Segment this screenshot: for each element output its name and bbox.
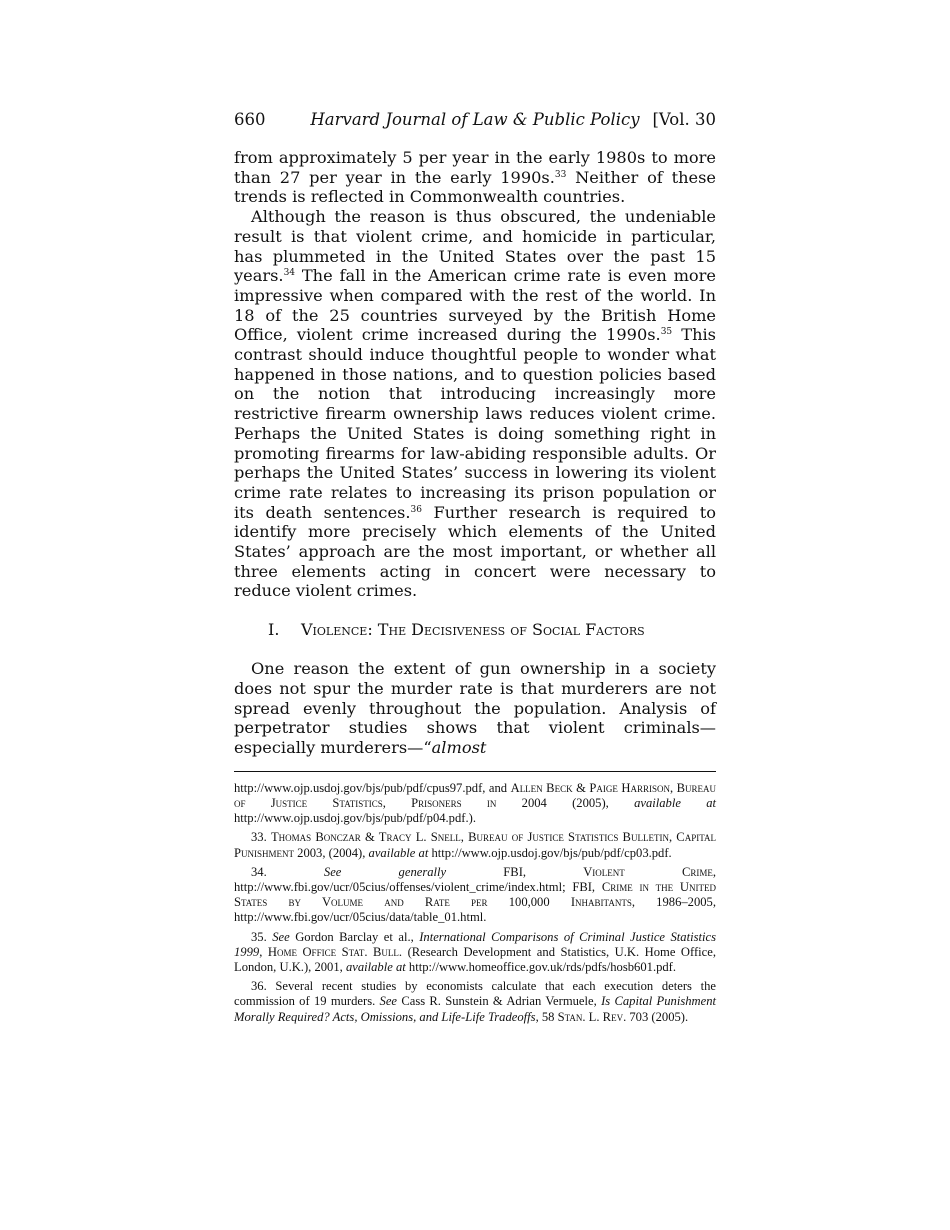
paragraph-crime-rate: Although the reason is thus obscured, the undeniable result is that violent crime, and homicide in particular, has plummeted in the United States over the past 15 years.$^{34}$ The fall in the American crime rate is even more impressive when compared with the rest of the world. In 18 of the 25 countries surveyed by the British Home Office, violent crime increased during the 1990s.$^{35}$ This contrast should induce thoughtful people to wonder what happened in those nations, and to question policies based on the notion that introducing increasingly more restrictive firearm ownership laws reduces violent crime. Perhaps the United States is doing something right in promoting firearms for law-abiding responsible adults. Or perhaps the United States’ success in lowering its violent crime rate relates to increasing its prison population or its death sentences.$^{36}$ Further research is required to identify more precisely which elements of the United States’ approach are the most important, or whether all three elements acting in concert were necessary to reduce violent crimes. [234, 207, 716, 601]
footnote-ref-35[interactable]: 35 [660, 327, 673, 338]
section-heading [234, 620, 716, 640]
document-page [234, 108, 716, 1029]
paragraph-social-factors: One reason the extent of gun ownership in a society does not spur the murder rate is that murderers are not spread evenly throughout the population. Analysis of perpetrator studies shows that violent criminals—especially murderers—“almost [234, 659, 716, 757]
paragraph-continued: from approximately 5 per year in the early 1980s to more than 27 per year in the early 1990s.$^{33}$ Neither of these trends is reflected in Commonwealth countries. [234, 148, 716, 207]
footnote-divider [234, 771, 716, 772]
journal-title: Harvard Journal of Law & Public Policy [310, 110, 640, 129]
footnote-ref-36[interactable]: 36 [410, 504, 422, 515]
section-number: I. [268, 620, 280, 640]
footnote-ref-33[interactable]: 33 [554, 169, 567, 180]
volume-label: [Vol. 30 [652, 110, 716, 129]
section-title: Violence: The Decisiveness of Social Factors [301, 620, 645, 640]
footnote-continued: http://www.ojp.usdoj.gov/bjs/pub/pdf/cpus97.pdf, and Allen Beck & Paige Harrison, Bureau of Justice Statistics, Prisoners in 2004 (2005), available at http://www.ojp.usdoj.gov/bjs/pub/pdf/p04.pdf.). [234, 780, 717, 826]
footnote-34: 34. See generally FBI, Violent Crime, http://www.fbi.gov/ucr/05cius/offenses/violent_crime/index.html; FBI, Crime in the United States by Volume and Rate per 100,000 Inhabitants, 1986–2005, http://www.fbi.gov/ucr/05cius/data/table_01.html. [234, 864, 717, 925]
footnotes [234, 781, 716, 1025]
body-text [234, 148, 716, 758]
page-number: 660 [234, 110, 266, 129]
footnote-ref-34[interactable]: 34 [283, 268, 296, 279]
footnote-36: 36. Several recent studies by economists calculate that each execution deters the commission of 19 murders. See Cass R. Sunstein & Adrian Vermuele, Is Capital Punishment Morally Required? Acts, Omissions, and Life-Life Tradeoffs, 58 Stan. L. Rev. 703 (2005). [234, 979, 716, 1024]
footnote-35: 35. See Gordon Barclay et al., International Comparisons of Criminal Justice Statistics 1999, Home Office Stat. Bull. (Research Development and Statistics, U.K. Home Office, London, U.K.), 2001, available at http://www.homeoffice.gov.uk/rds/pdfs/hosb601.pdf. [234, 929, 717, 974]
footnote-33: 33. Thomas Bonczar & Tracy L. Snell, Bureau of Justice Statistics Bulletin, Capital Punishment 2003, (2004), available at http://www.ojp.usdoj.gov/bjs/pub/pdf/cp03.pdf. [234, 830, 716, 860]
running-header [234, 108, 716, 132]
